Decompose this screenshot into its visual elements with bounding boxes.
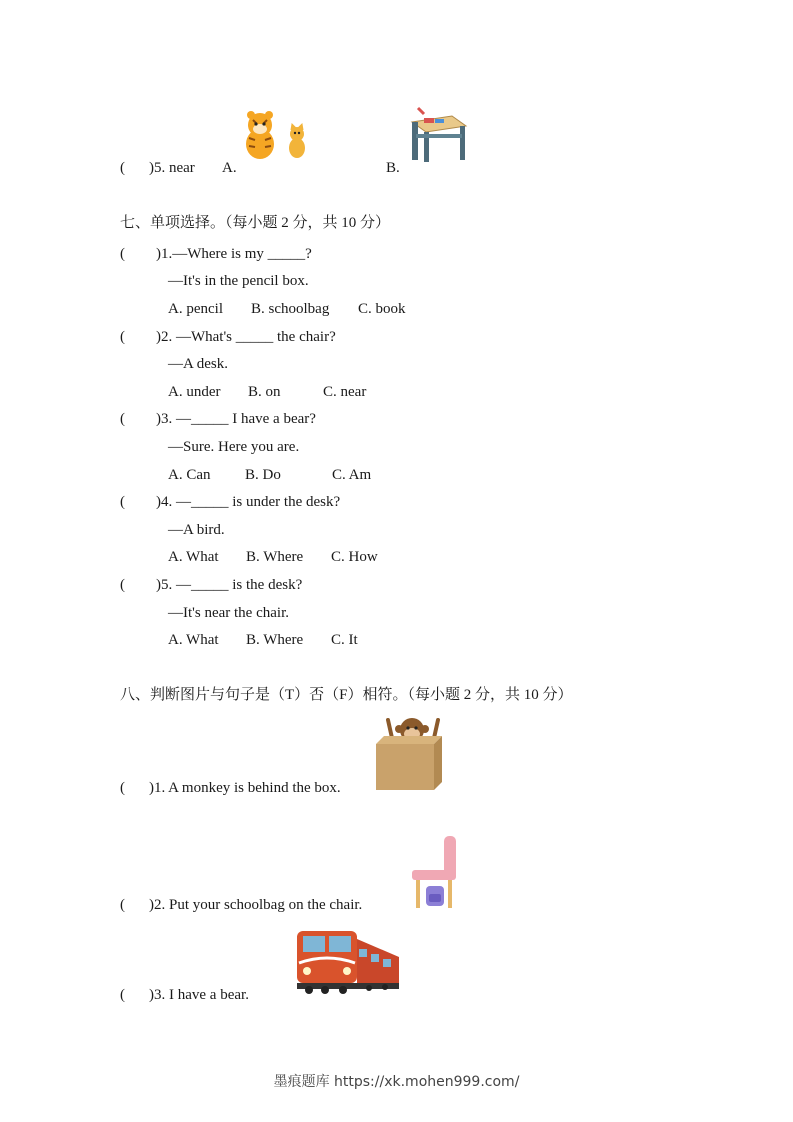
option-c: C. How <box>331 549 378 565</box>
question-stem: )5. near <box>149 160 195 176</box>
question-answer-line: —A desk. <box>168 356 228 372</box>
option-b: B. Do <box>245 467 281 483</box>
answer-paren: ( <box>120 577 125 593</box>
option-b-label: B. <box>386 160 400 176</box>
option-b: B. schoolbag <box>251 301 330 317</box>
question-stem: )2. —What's _____ the chair? <box>156 329 336 345</box>
answer-paren: ( <box>120 780 125 796</box>
option-c: C. Am <box>332 467 372 483</box>
section-8-title: 八、判断图片与句子是（T）否（F）相符。（每小题 2 分，共 10 分） <box>120 687 573 703</box>
tiger-and-cat-image <box>240 110 310 160</box>
option-c: C. near <box>323 384 367 400</box>
section-7-title: 七、单项选择。（每小题 2 分，共 10 分） <box>120 215 391 231</box>
answer-paren: ( <box>120 494 125 510</box>
answer-paren: ( <box>120 987 125 1003</box>
question-stem: )4. —_____ is under the desk? <box>156 494 341 510</box>
answer-paren: ( <box>120 160 125 176</box>
statement-text: )2. Put your schoolbag on the chair. <box>149 897 363 913</box>
option-a-label: A. <box>222 160 237 176</box>
question-answer-line: —Sure. Here you are. <box>168 439 300 455</box>
option-b: B. Where <box>246 549 304 565</box>
option-b: B. Where <box>246 632 304 648</box>
question-answer-line: —A bird. <box>168 522 225 538</box>
desk-image <box>408 104 470 164</box>
question-answer-line: —It's near the chair. <box>168 605 289 621</box>
option-a: A. under <box>168 384 221 400</box>
option-c: C. It <box>331 632 358 648</box>
answer-paren: ( <box>120 897 125 913</box>
answer-paren: ( <box>120 411 125 427</box>
answer-paren: ( <box>120 246 125 262</box>
option-a: A. What <box>168 549 219 565</box>
chair-schoolbag-image <box>410 834 462 910</box>
option-a: A. Can <box>168 467 211 483</box>
option-a: A. What <box>168 632 219 648</box>
statement-text: )1. A monkey is behind the box. <box>149 780 341 796</box>
option-a: A. pencil <box>168 301 223 317</box>
train-image <box>295 927 401 995</box>
answer-paren: ( <box>120 329 125 345</box>
question-stem: )1.—Where is my _____? <box>156 246 312 262</box>
option-b: B. on <box>248 384 281 400</box>
statement-text: )3. I have a bear. <box>149 987 249 1003</box>
question-stem: )5. —_____ is the desk? <box>156 577 303 593</box>
option-c: C. book <box>358 301 406 317</box>
question-answer-line: —It's in the pencil box. <box>168 273 309 289</box>
question-stem: )3. —_____ I have a bear? <box>156 411 316 427</box>
monkey-box-image <box>372 716 446 792</box>
footer-watermark: 墨痕题库 https://xk.mohen999.com/ <box>273 1074 520 1090</box>
